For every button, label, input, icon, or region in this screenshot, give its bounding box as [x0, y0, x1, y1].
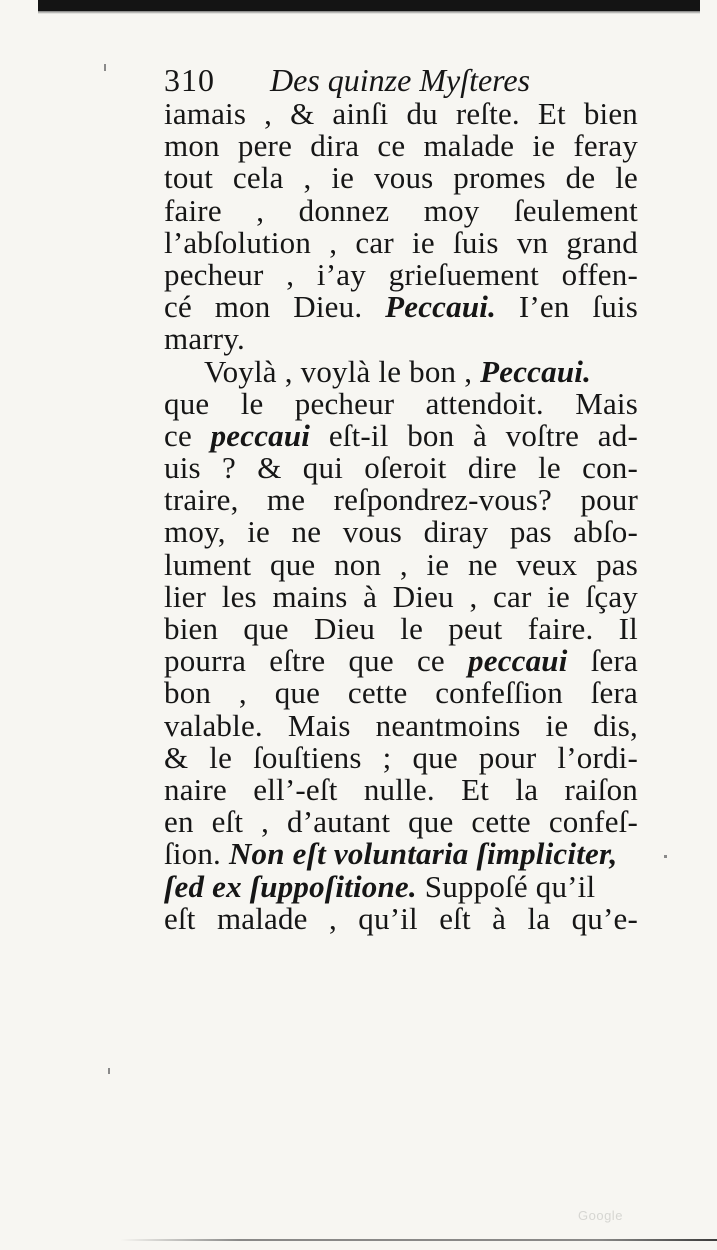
text-line — [164, 417, 638, 453]
text-line — [164, 130, 638, 162]
top-border-rule — [38, 0, 700, 11]
body-text — [164, 98, 638, 935]
text-line — [164, 771, 638, 807]
text-run: lument que non , ie ne veux pas — [164, 546, 638, 582]
watermark: Google — [578, 1208, 623, 1223]
italic-run: ſed ex ſuppoſitione. — [164, 868, 417, 904]
text-run: ſera — [567, 643, 638, 679]
text-run: I’en ſuis — [496, 289, 638, 325]
text-line — [164, 162, 638, 194]
text-line — [164, 546, 638, 582]
text-line — [164, 645, 638, 677]
text-run: marry. — [164, 321, 245, 357]
text-run: Voylà , voylà le bon , — [204, 353, 481, 389]
text-run: naire ell’-eſt nulle. Et la raiſon — [164, 771, 638, 807]
italic-run: peccaui — [210, 417, 311, 453]
text-run: moy, ie ne vous diray pas abſo- — [164, 514, 638, 550]
text-run: & le ſouſtiens ; que pour l’ordi- — [164, 739, 638, 775]
text-run: iamais , & ainſi du reſte. Et bien — [164, 96, 638, 131]
text-line — [164, 739, 638, 775]
text-run: l’abſolution , car ie ſuis vn grand — [164, 224, 638, 260]
margin-speck — [664, 855, 667, 858]
text-run: valable. Mais neantmoins ie dis, — [164, 707, 638, 743]
text-line — [164, 452, 638, 484]
text-run: cé mon Dieu. — [164, 289, 386, 325]
text-run: pecheur , i’ay grieſuement offen- — [164, 256, 638, 292]
text-line — [164, 900, 638, 936]
text-line — [164, 868, 638, 904]
text-run: tout cela , ie vous promes de le — [164, 160, 638, 196]
italic-run: Peccaui. — [385, 289, 497, 325]
text-run: en eſt , d’autant que cette confeſ- — [164, 804, 638, 840]
page-number: 310 — [164, 62, 215, 98]
margin-speck — [108, 1068, 110, 1074]
text-line — [164, 98, 638, 130]
running-head — [164, 62, 638, 98]
text-run: que le pecheur attendoit. Mais — [164, 385, 638, 421]
text-run: eſt malade , qu’il eſt à la qu’e- — [164, 900, 638, 936]
text-line — [164, 192, 638, 228]
italic-run: peccaui — [468, 643, 568, 679]
text-line — [164, 484, 638, 516]
text-line — [164, 353, 638, 389]
text-line — [164, 385, 638, 421]
running-title: Des quinze Myſteres — [270, 62, 531, 98]
text-run: eſt-il bon à voſtre ad- — [310, 417, 638, 453]
text-line — [164, 806, 638, 838]
text-line — [164, 323, 638, 355]
footer-rule — [120, 1239, 717, 1241]
text-line — [164, 256, 638, 292]
italic-run: Peccaui. — [480, 353, 592, 389]
text-run: pourra eſtre que ce — [164, 643, 469, 679]
text-run: uis ? & qui oſeroit dire le con- — [164, 450, 638, 486]
text-run: bon , que cette confeſſion ſera — [164, 675, 638, 711]
text-run: mon pere dira ce malade ie feray — [164, 128, 638, 164]
top-border-shadow — [38, 11, 700, 14]
text-line — [164, 707, 638, 743]
text-line — [164, 516, 638, 548]
text-line — [164, 578, 638, 614]
text-run: ſion. — [164, 836, 229, 872]
text-run: lier les mains à Dieu , car ie ſçay — [164, 578, 638, 614]
text-line — [164, 291, 638, 323]
italic-run: Non eſt voluntaria ſimpliciter, — [228, 836, 618, 872]
text-run: bien que Dieu le peut faire. Il — [164, 611, 638, 646]
page-text — [164, 62, 638, 935]
text-line — [164, 224, 638, 260]
text-run: faire , donnez moy ſeulement — [164, 192, 638, 228]
margin-speck — [104, 64, 106, 71]
text-line — [164, 677, 638, 709]
text-run: ce — [164, 417, 211, 453]
text-line — [164, 613, 638, 645]
text-run: traire, me reſpondrez-vous? pour — [164, 482, 638, 518]
text-line — [164, 838, 638, 870]
text-run: Suppoſé qu’il — [416, 868, 596, 904]
